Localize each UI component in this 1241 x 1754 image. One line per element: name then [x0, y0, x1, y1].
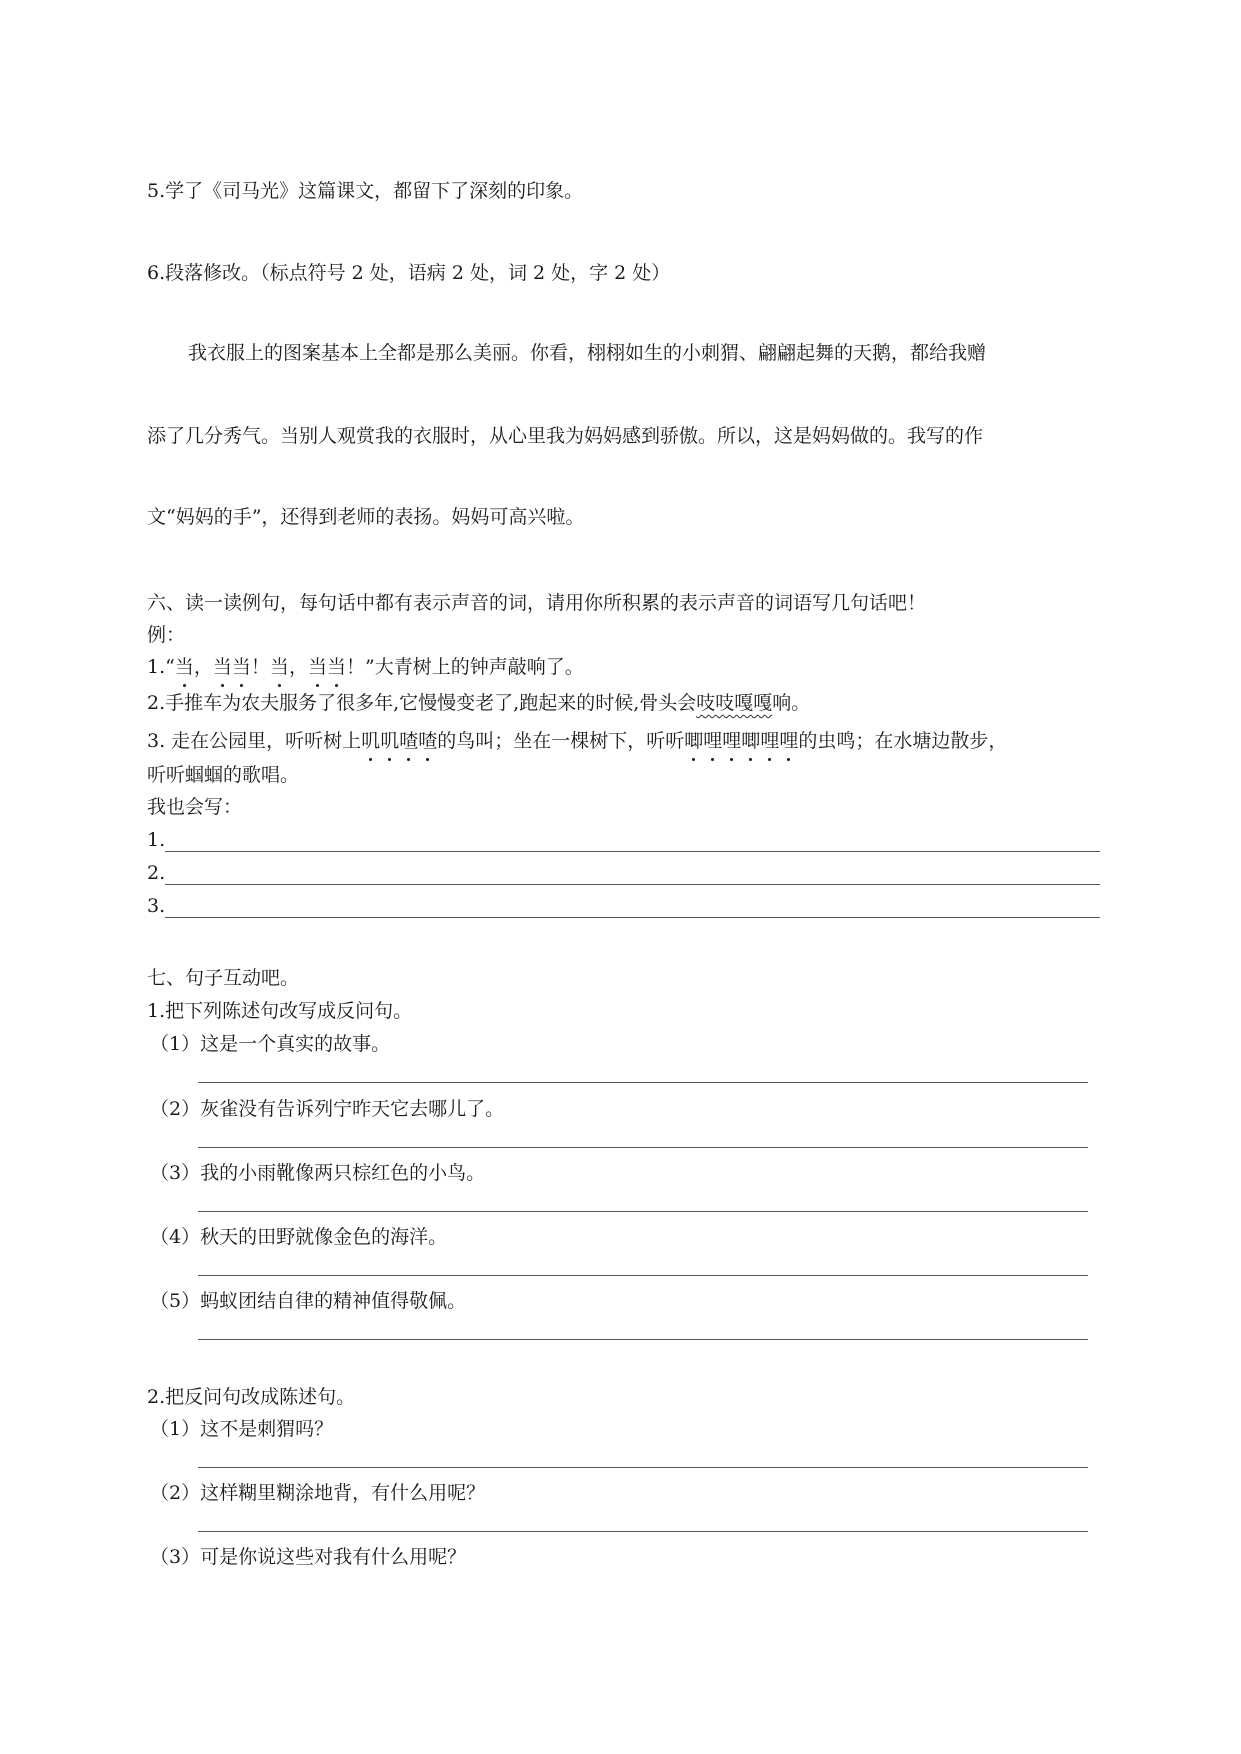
- example-2-prefix: 2.手推车为农夫服务了很多年,它慢慢变老了,跑起来的时候,骨头会: [147, 692, 697, 714]
- answer-line[interactable]: [198, 1531, 1088, 1532]
- example-1: [147, 654, 584, 680]
- answer-line-1[interactable]: [165, 851, 1100, 852]
- part-1-item-3: （3）我的小雨靴像两只棕红色的小鸟。: [150, 1162, 486, 1184]
- section-6-title: 六、读一读例句，每句话中都有表示声音的词，请用你所积累的表示声音的词语写几句话吧！: [147, 592, 927, 614]
- blank-label-2: 2.: [147, 862, 166, 884]
- sound-char: 喳: [399, 730, 419, 752]
- example-label: 例：: [147, 624, 186, 646]
- example-3-middle: 的鸟叫；坐在一棵树下，听听: [437, 730, 685, 752]
- sound-char: 哩: [779, 730, 799, 752]
- answer-line[interactable]: [198, 1082, 1088, 1083]
- sound-char: 哩: [760, 730, 780, 752]
- sound-char: 当: [326, 656, 346, 678]
- part-2-item-2: （2）这样糊里糊涂地背，有什么用呢？: [150, 1482, 486, 1504]
- paragraph-line-3: 文“妈妈的手”，还得到老师的表扬。妈妈可高兴啦。: [147, 506, 585, 528]
- part-1-item-5: （5）蚂蚁团结自律的精神值得敬佩。: [150, 1290, 467, 1312]
- part-1-item-4: （4）秋天的田野就像金色的海洋。: [150, 1226, 448, 1248]
- example-1-prefix: 1.“: [147, 656, 175, 678]
- example-1-punct: ，: [193, 656, 213, 678]
- answer-line[interactable]: [198, 1147, 1088, 1148]
- example-2-suffix: 响。: [772, 692, 811, 714]
- paragraph-line-2: 添了几分秀气。当别人观赏我的衣服时，从心里我为妈妈感到骄傲。所以，这是妈妈做的。我写的作: [147, 425, 984, 447]
- paragraph-line-1: 我衣服上的图案基本上全都是那么美丽。你看，栩栩如生的小刺猬、翩翩起舞的天鹅，都给我赠: [188, 342, 987, 364]
- sound-word: 当: [269, 656, 289, 678]
- sound-char: 当: [307, 656, 327, 678]
- sound-char: 唧: [741, 730, 761, 752]
- sound-char: 当: [212, 656, 232, 678]
- answer-line-2[interactable]: [165, 884, 1100, 885]
- sound-char: 哩: [722, 730, 742, 752]
- example-3-line-2: 听听蝈蝈的歌唱。: [147, 764, 300, 786]
- answer-line[interactable]: [198, 1211, 1088, 1212]
- sound-word: [684, 730, 798, 752]
- part-1-title: 1.把下列陈述句改写成反问句。: [147, 1000, 413, 1022]
- question-6-title: 6.段落修改。（标点符号 2 处，语病 2 处，词 2 处，字 2 处）: [147, 262, 671, 284]
- sound-word: 吱吱嘎嘎: [696, 692, 773, 714]
- sound-char: 叽: [361, 730, 381, 752]
- sound-word: [213, 656, 251, 678]
- sound-word: [308, 656, 346, 678]
- section-7-title: 七、句子互动吧。: [147, 967, 300, 989]
- example-3-prefix: 3. 走在公园里，听听树上: [147, 730, 362, 752]
- part-1-item-1: （1）这是一个真实的故事。: [150, 1033, 391, 1055]
- part-2-item-3: （3）可是你说这些对我有什么用呢？: [150, 1546, 467, 1568]
- example-2: [147, 690, 810, 716]
- answer-line[interactable]: [198, 1339, 1088, 1340]
- answer-line-3[interactable]: [165, 917, 1100, 918]
- sound-char: 唧: [684, 730, 704, 752]
- example-1-suffix: ！”大青树上的钟声敲响了。: [345, 656, 584, 678]
- sound-char: 喳: [418, 730, 438, 752]
- example-3-suffix: 的虫鸣；在水塘边散步，: [798, 730, 1008, 752]
- question-5: 5.学了《司马光》这篇课文，都留下了深刻的印象。: [147, 180, 584, 202]
- example-1-punct: ！: [250, 656, 270, 678]
- answer-line[interactable]: [198, 1467, 1088, 1468]
- sound-char: 哩: [703, 730, 723, 752]
- answer-line[interactable]: [198, 1275, 1088, 1276]
- part-2-title: 2.把反问句改成陈述句。: [147, 1386, 356, 1408]
- i-can-write-label: 我也会写：: [147, 796, 243, 818]
- example-1-punct: ，: [288, 656, 308, 678]
- sound-word: 当: [174, 656, 194, 678]
- example-3: [147, 728, 1007, 754]
- part-2-item-1: （1）这不是刺猬吗？: [150, 1418, 334, 1440]
- blank-label-3: 3.: [147, 895, 166, 917]
- sound-word: [361, 730, 437, 752]
- blank-label-1: 1.: [147, 829, 166, 851]
- part-1-item-2: （2）灰雀没有告诉列宁昨天它去哪儿了。: [150, 1098, 505, 1120]
- sound-char: 叽: [380, 730, 400, 752]
- sound-char: 当: [231, 656, 251, 678]
